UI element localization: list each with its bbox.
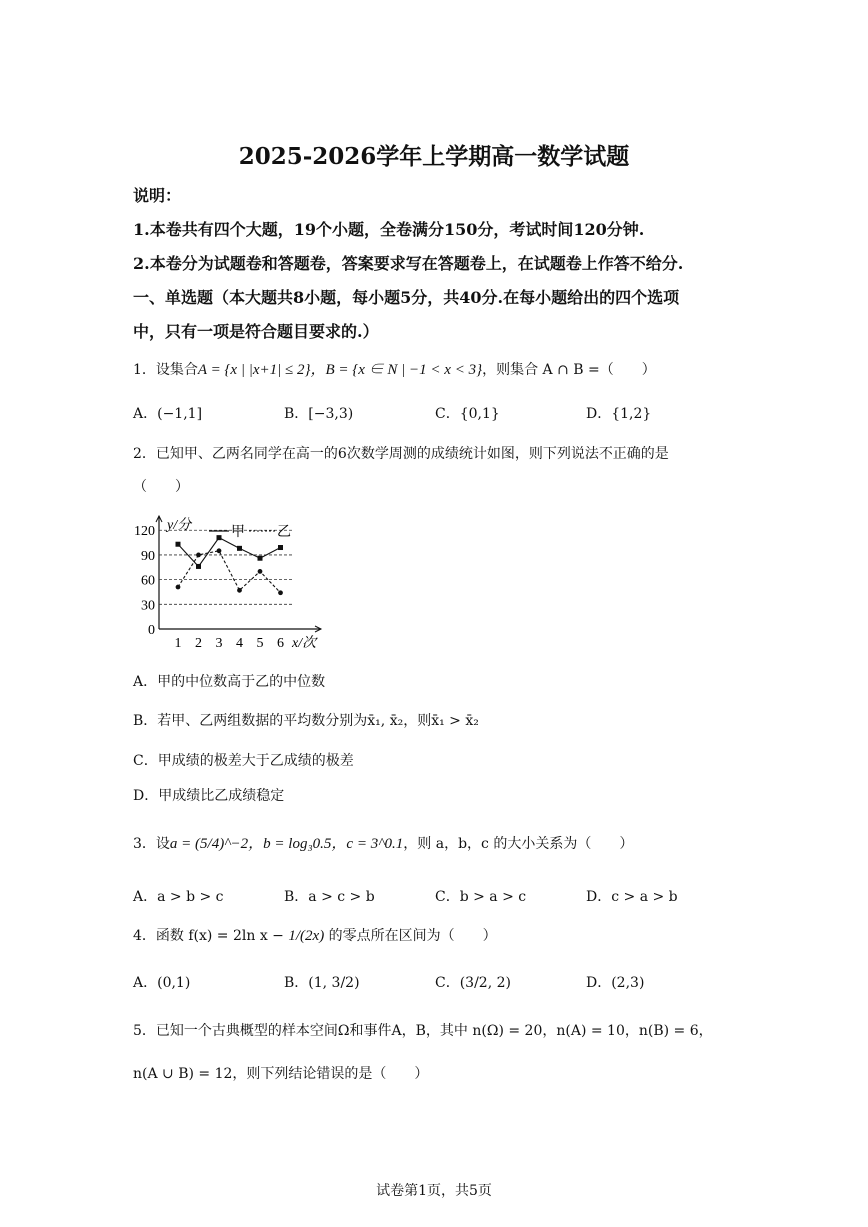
question-2-stem: 2．已知甲、乙两名同学在高一的6次数学周测的成绩统计如图，则下列说法不正确的是: [133, 446, 669, 462]
y-tick-label: 60: [141, 573, 155, 589]
question-5-stem: 5．已知一个古典概型的样本空间Ω和事件A，B，其中 n(Ω) = 20，n(A) = 10，n(B) = 6，: [133, 1023, 713, 1039]
data-point-yi: [217, 548, 222, 553]
y-axis-label: y/分: [167, 518, 192, 533]
q3-option-c: C．b > a > c: [435, 889, 527, 905]
score-chart: [125, 508, 335, 653]
q2-option-d: D．甲成绩比乙成绩稳定: [133, 788, 285, 804]
q3-option-b: B．a > c > b: [284, 889, 375, 905]
question-4-stem: 4．函数 f(x) = 2ln x − 1/(2x) 的零点所在区间为（ ）: [133, 928, 497, 944]
question-1-stem: 1．设集合A = {x | |x+1| ≤ 2}，B = {x ∈ N | −1 < x < 3}，则集合 A ∩ B =（ ）: [133, 362, 656, 378]
x-tick-label: 6: [277, 636, 284, 651]
q1-option-d: D．{1,2}: [586, 406, 652, 422]
question-5-stem-cont: n(A ∪ B) = 12，则下列结论错误的是（ ）: [133, 1066, 429, 1082]
q2-option-a: A．甲的中位数高于乙的中位数: [133, 674, 326, 690]
notes-line-1: 1.本卷共有四个大题，19个小题，全卷满分150分，考试时间120分钟.: [133, 220, 645, 239]
legend-label-yi: 乙: [277, 525, 291, 540]
data-point-yi: [278, 590, 283, 595]
y-tick-label: 90: [141, 548, 155, 564]
notes-heading: 说明：: [133, 186, 182, 205]
data-point-yi: [176, 585, 181, 590]
data-point-yi: [258, 569, 263, 574]
question-3-stem: 3．设a = (5/4)^−2，b = log₃0.5，c = 3^0.1，则 a，b，c 的大小关系为（ ）: [133, 836, 634, 852]
q2-option-b: B．若甲、乙两组数据的平均数分别为x̄₁, x̄₂，则x̄₁ > x̄₂: [133, 713, 479, 729]
q4-option-b: B．(1, 3/2): [284, 975, 360, 991]
x-tick-label: 4: [236, 636, 243, 651]
page-title: 2025-2026学年上学期高一数学试题: [238, 143, 630, 170]
q4-option-d: D．(2,3): [586, 975, 645, 991]
x-tick-label: 5: [256, 636, 264, 651]
series-line-yi: [178, 551, 281, 593]
data-point-jia: [217, 535, 222, 540]
q4-option-c: C．(3/2, 2): [435, 975, 511, 991]
q4-fraction: 1/(2x): [288, 928, 325, 944]
series-line-jia: [178, 538, 281, 567]
x-tick-label: 2: [195, 636, 202, 651]
section-1-heading-cont: 中，只有一项是符合题目要求的.）: [133, 322, 379, 341]
q1-option-a: A．(−1,1]: [133, 406, 203, 422]
data-point-jia: [176, 542, 181, 547]
q1-option-c: C．{0,1}: [435, 406, 500, 422]
x-axis-label: x/次: [292, 636, 317, 651]
q3-option-a: A．a > b > c: [133, 889, 224, 905]
x-tick-label: 1: [174, 636, 182, 651]
q3-option-d: D．c > a > b: [586, 889, 678, 905]
data-point-jia: [196, 564, 201, 569]
data-point-yi: [196, 553, 201, 558]
data-point-jia: [237, 546, 242, 551]
legend-label-jia: 甲: [231, 525, 245, 540]
x-tick-label: 3: [215, 636, 223, 651]
section-1-heading: 一、单选题（本大题共8小题，每小题5分，共40分.在每小题给出的四个选项: [133, 288, 680, 307]
q4-option-a: A．(0,1): [133, 975, 191, 991]
q2-option-c: C．甲成绩的极差大于乙成绩的极差: [133, 753, 354, 769]
y-tick-label: 30: [141, 598, 155, 614]
data-point-jia: [278, 545, 283, 550]
data-point-jia: [258, 556, 263, 561]
y-tick-label: 120: [134, 524, 155, 540]
notes-line-2: 2.本卷分为试题卷和答题卷，答案要求写在答题卷上，在试题卷上作答不给分.: [133, 254, 684, 273]
page-footer: 试卷第1页，共5页: [376, 1183, 492, 1199]
question-2-stem-cont: （ ）: [133, 479, 189, 495]
q1-option-b: B．[−3,3): [284, 406, 354, 422]
y-tick-label: 0: [148, 623, 155, 638]
data-point-yi: [237, 588, 242, 593]
